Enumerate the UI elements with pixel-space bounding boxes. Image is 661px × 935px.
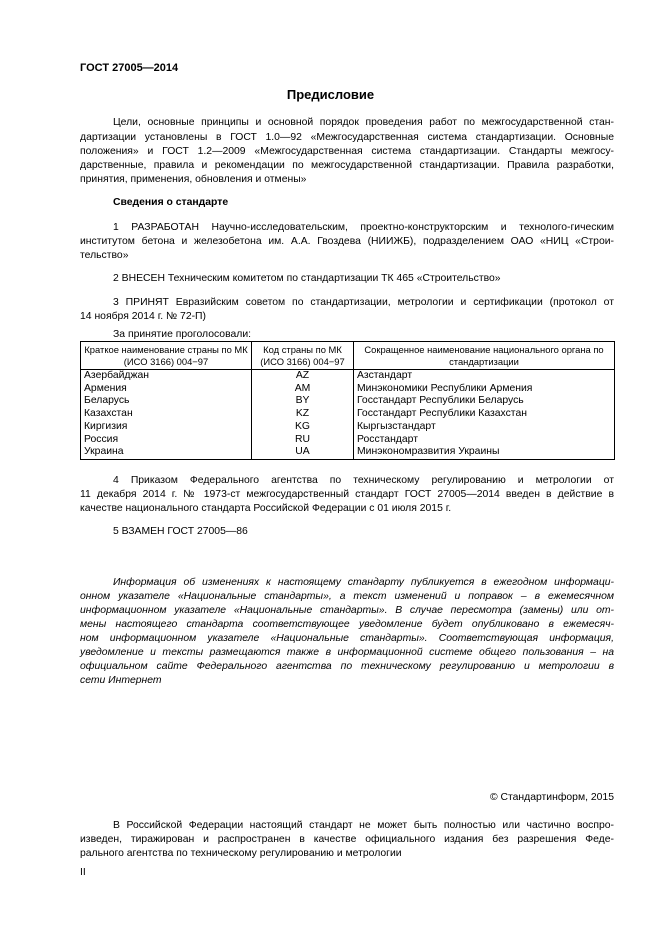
- table-row: [81, 446, 615, 459]
- code-cell: RU: [252, 434, 354, 447]
- item-line: 11 декабря 2014 г. № 1973-ст межгосударственный стандарт ГОСТ 27005—2014 введен в действие в: [80, 489, 614, 500]
- body-cell: Минэкономики Республики Армения: [354, 383, 615, 396]
- code-cell: AZ: [252, 370, 354, 383]
- country-cell: Украина: [81, 446, 252, 459]
- body-cell: Кыргызстандарт: [354, 421, 615, 434]
- item-introduced: 2 ВНЕСЕН Техническим комитетом по стандартизации ТК 465 «Строительство»: [113, 273, 501, 284]
- copyright: © Стандартинформ, 2015: [489, 792, 614, 803]
- notice-line: рального агентства по техническому регулированию и метрологии: [80, 848, 402, 859]
- item-line: институтом бетона и железобетона им. А.А. Гвоздева (НИИЖБ), подразделением ОАО «НИЦ «Строи-: [80, 236, 614, 247]
- column-header-country: Краткое наименование страны по МК (ИСО 3166) 004−97: [81, 342, 252, 370]
- body-cell: Росстандарт: [354, 434, 615, 447]
- table-row: [81, 395, 615, 408]
- notice-line: Информация об изменениях к настоящему стандарту публикуется в ежегодном информаци-: [113, 577, 614, 588]
- code-cell: KZ: [252, 408, 354, 421]
- body-cell: Госстандарт Республики Беларусь: [354, 395, 615, 408]
- item-line: 4 Приказом Федерального агентства по техническому регулированию и метрологии от: [113, 475, 614, 486]
- code-cell: BY: [252, 395, 354, 408]
- votes-table: [80, 341, 615, 460]
- notice-line: информационном указателе «Национальные стандарты». В случае пересмотра (замены) или от-: [80, 605, 614, 616]
- column-header-code: Код страны по МК (ИСО 3166) 004−97: [252, 342, 354, 370]
- page-title: Предисловие: [286, 87, 375, 102]
- code-cell: UA: [252, 446, 354, 459]
- code-cell: KG: [252, 421, 354, 434]
- notice-line: онном указателе «Национальные стандарты», а текст изменений и поправок – в ежемесячном: [80, 591, 614, 602]
- item-line: 14 ноября 2014 г. № 72-П): [80, 311, 206, 322]
- table-header-row: [81, 342, 615, 370]
- intro-line: положения» и ГОСТ 1.2—2009 «Межгосударственная система стандартизации. Стандарты межгосу-: [80, 146, 614, 157]
- item-line: тельство»: [80, 250, 129, 261]
- notice-line: мены настоящего стандарта соответствующее уведомление будет опубликовано в ежемесяч-: [80, 619, 614, 630]
- item-line: 3 ПРИНЯТ Евразийским советом по стандартизации, метрологии и сертификации (протокол от: [113, 297, 614, 308]
- body-cell: Минэкономразвития Украины: [354, 446, 615, 459]
- country-cell: Казахстан: [81, 408, 252, 421]
- notice-line: ном информационном указателе «Национальные стандарты». Соответствующая информация,: [80, 633, 614, 644]
- notice-line: В Российской Федерации настоящий стандарт не может быть полностью или частично воспро-: [113, 820, 614, 831]
- code-cell: AM: [252, 383, 354, 396]
- intro-line: принятия, применения, обновления и отмены»: [80, 174, 307, 185]
- table-row: [81, 370, 615, 383]
- intro-line: дартизации установлены в ГОСТ 1.0—92 «Межгосударственная система стандартизации. Основные: [80, 132, 614, 143]
- country-cell: Киргизия: [81, 421, 252, 434]
- body-cell: Госстандарт Республики Казахстан: [354, 408, 615, 421]
- votes-caption: За принятие проголосовали:: [113, 329, 252, 340]
- country-cell: Армения: [81, 383, 252, 396]
- notice-line: уведомление и тексты размещаются также в информационной системе общего пользования – на: [80, 647, 614, 658]
- notice-line: официальном сайте Федерального агентства по техническому регулированию и метрологии в: [80, 661, 614, 672]
- table-row: [81, 383, 615, 396]
- item-line: 1 РАЗРАБОТАН Научно-исследовательским, проектно-конструкторским и технолого-гическим: [113, 222, 614, 233]
- column-header-body: Сокращенное наименование национального органа по стандартизации: [354, 342, 615, 370]
- intro-line: Цели, основные принципы и основной порядок проведения работ по межгосударственной стан-: [113, 117, 614, 128]
- table-row: [81, 434, 615, 447]
- table-row: [81, 408, 615, 421]
- item-replaces: 5 ВЗАМЕН ГОСТ 27005—86: [113, 526, 248, 537]
- page-number: II: [80, 867, 86, 878]
- section-heading: Сведения о стандарте: [113, 197, 229, 208]
- notice-line: сети Интернет: [80, 675, 162, 686]
- country-cell: Беларусь: [81, 395, 252, 408]
- country-cell: Азербайджан: [81, 370, 252, 383]
- document-code: ГОСТ 27005—2014: [80, 62, 179, 74]
- country-cell: Россия: [81, 434, 252, 447]
- notice-line: изведен, тиражирован и распространен в качестве официального издания без разрешения Феде-: [80, 834, 614, 845]
- body-cell: Азстандарт: [354, 370, 615, 383]
- intro-line: дарственные, правила и рекомендации по межгосударственной стандартизации. Правила разработки,: [80, 160, 614, 171]
- table-row: [81, 421, 615, 434]
- item-line: качестве национального стандарта Российской Федерации с 01 июля 2015 г.: [80, 503, 452, 514]
